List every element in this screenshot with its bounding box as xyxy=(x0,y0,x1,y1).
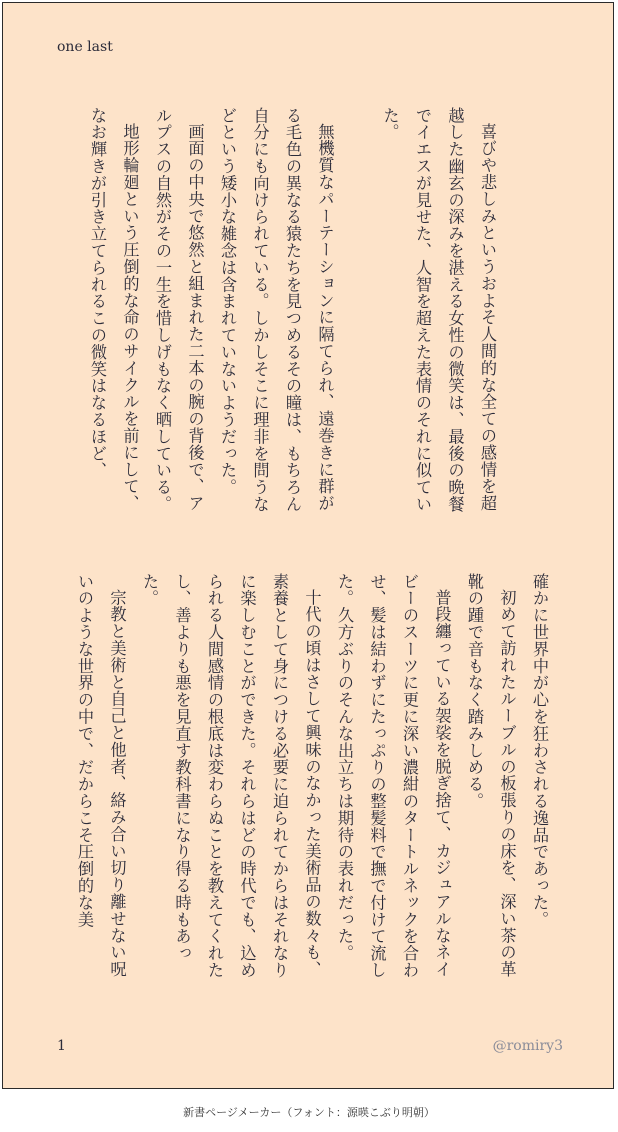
blank-line xyxy=(341,107,374,527)
paragraph: 画面の中央で悠然と組まれた二本の腕の背後で、アルプスの自然がその一生を惜しげもなく晒している。 xyxy=(153,107,205,513)
header-title: one last xyxy=(57,39,113,55)
paragraph: 初めて訪れたルーブルの板張りの床を、深い茶の革靴の踵で音もなく踏みしめる。 xyxy=(465,573,517,978)
footer-credit: 新書ページメーカー（フォント：源暎こぶり明朝） xyxy=(183,1106,435,1119)
paragraph: 無機質なパーテーションに隔てられ、遠巻きに群がる毛色の異なる猿たちを見つめるその瞳は、もちろん自分にも向けられている。しかしそこに理非を問うなどという矮小な雑念は含まれていないようだった。 xyxy=(218,107,335,513)
text-block-top xyxy=(53,107,503,527)
paragraph: 十代の頃はさして興味のなかった美術品の数々も、素養として身につける必要に迫られてからはそれなりに楽しむことができた。それらはどの時代でも、込められる人間感情の根底は変わらぬことを教えてくれたし、善よりも悪を見直す教科書になり得る時もあった。 xyxy=(140,573,322,979)
author-handle: @romiry3 xyxy=(492,1038,563,1054)
paragraph: 宗教と美術と自己と他者、絡み合い切り離せない呪いのような世界の中で、だからこそ圧倒的な美 xyxy=(75,573,127,978)
text-block-bottom xyxy=(45,573,555,993)
paragraph: 確かに世界中が心を狂わされる逸品であった。 xyxy=(530,573,549,928)
paragraph: 喜びや悲しみというおよそ人間的な全ての感情を超越した幽玄の深みを湛える女性の微笑は、最後の晩餐でイエスが見せた、人智を超えた表情のそれに似ていた。 xyxy=(380,107,497,513)
paragraph: 地形輪廻という圧倒的な命のサイクルを前にして、なお輝きが引き立てられるこの微笑はなるほど、 xyxy=(88,107,140,512)
book-page xyxy=(2,2,614,1089)
paragraph: 普段纏っている袈裟を脱ぎ捨て、カジュアルなネイビーのスーツに更に深い濃紺のタートルネックを合わせ、髪は結わずにたっぷりの整髪料で撫で付けて流した。久方ぶりのそんな出立ちは期待の表れだった。 xyxy=(335,573,452,979)
page-number: 1 xyxy=(57,1038,66,1054)
